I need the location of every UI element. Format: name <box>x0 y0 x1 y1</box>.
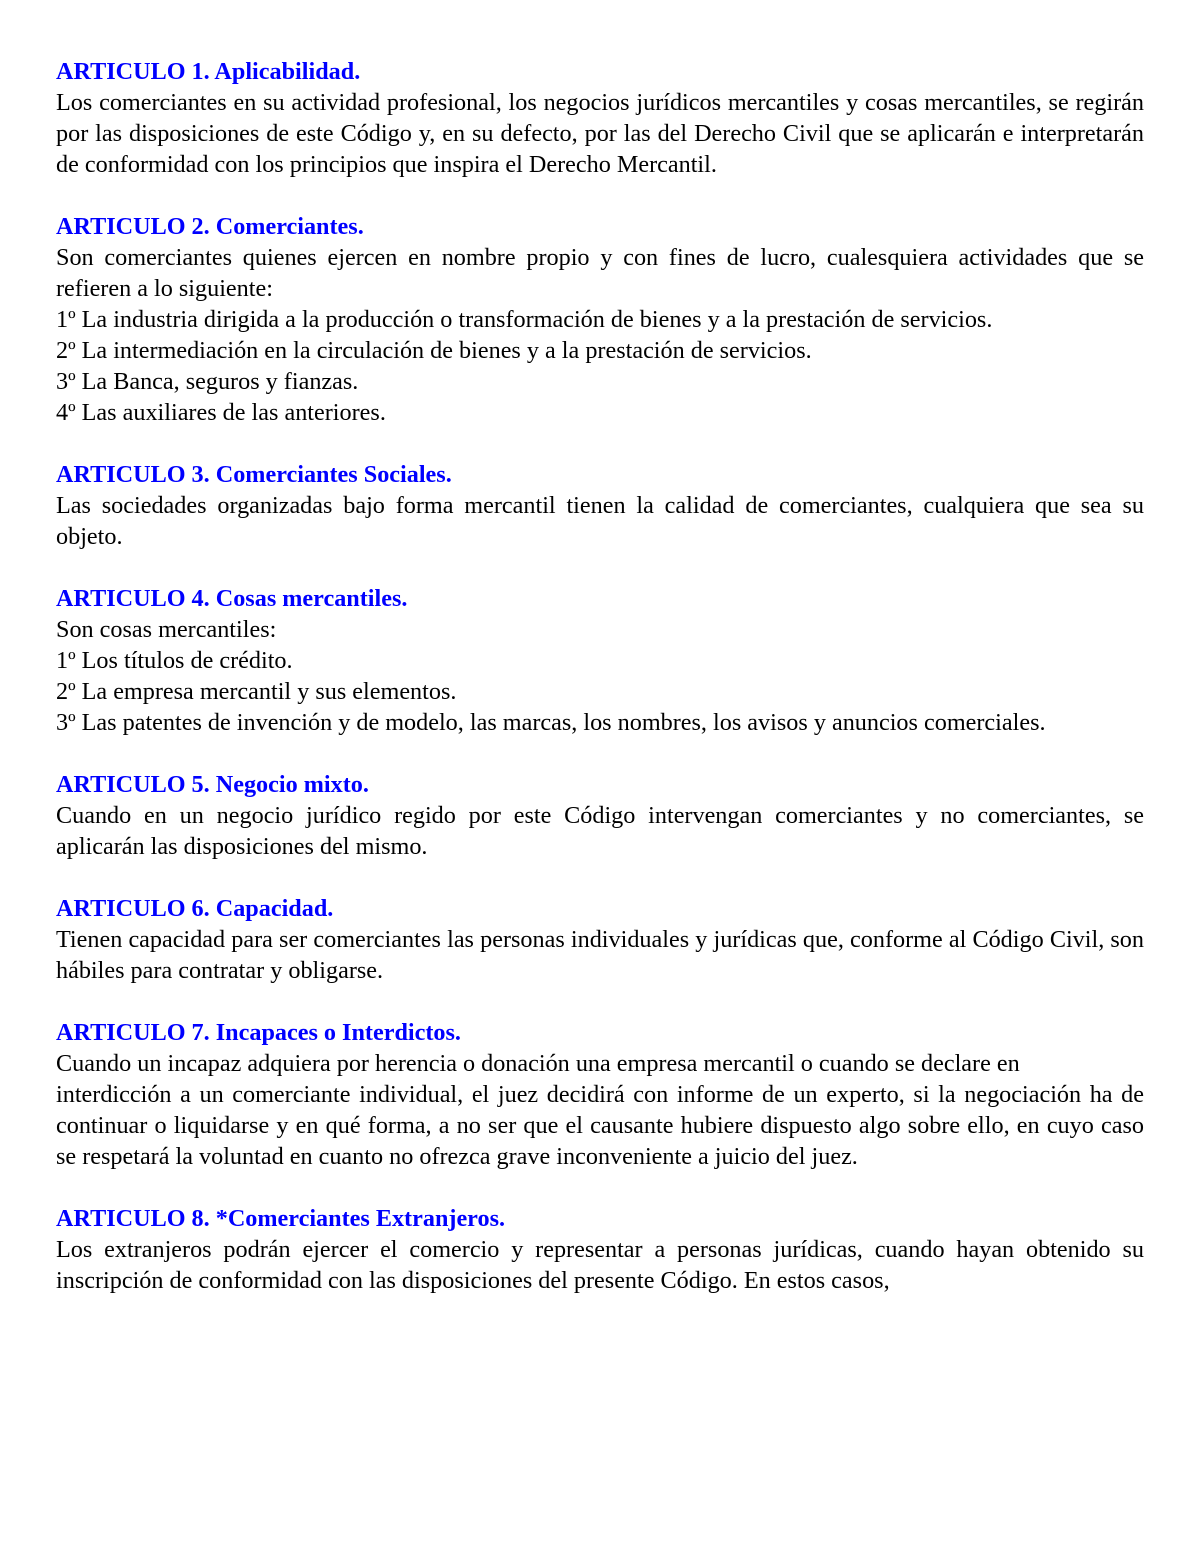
article-6 <box>56 893 1144 986</box>
article-heading: ARTICULO 7. Incapaces o Interdictos. <box>56 1019 461 1046</box>
article-3 <box>56 459 1144 552</box>
list-item: 3º La Banca, seguros y fianzas. <box>56 368 359 395</box>
article-1 <box>56 56 1144 180</box>
article-paragraph: Son comerciantes quienes ejercen en nombre propio y con fines de lucro, cualesquiera actividades que se refieren a lo siguiente: <box>56 244 1144 302</box>
list-item: 1º La industria dirigida a la producción o transformación de bienes y a la prestación de servicios. <box>56 306 993 333</box>
article-8 <box>56 1203 1144 1296</box>
article-heading: ARTICULO 3. Comerciantes Sociales. <box>56 461 452 488</box>
article-heading: ARTICULO 6. Capacidad. <box>56 895 334 922</box>
list-item: 2º La intermediación en la circulación de bienes y a la prestación de servicios. <box>56 337 812 364</box>
article-heading: ARTICULO 4. Cosas mercantiles. <box>56 585 408 612</box>
article-7 <box>56 1017 1144 1172</box>
list-item: 3º Las patentes de invención y de modelo, las marcas, los nombres, los avisos y anuncios comerciales. <box>56 709 1046 736</box>
article-4 <box>56 583 1144 738</box>
document-page <box>56 56 1144 1327</box>
list-item: 4º Las auxiliares de las anteriores. <box>56 399 386 426</box>
article-paragraph: Las sociedades organizadas bajo forma mercantil tienen la calidad de comerciantes, cualquiera que sea su objeto. <box>56 492 1144 550</box>
article-2 <box>56 211 1144 428</box>
article-heading: ARTICULO 8. *Comerciantes Extranjeros. <box>56 1205 506 1232</box>
article-paragraph: Son cosas mercantiles: <box>56 616 277 643</box>
list-item: 2º La empresa mercantil y sus elementos. <box>56 678 457 705</box>
article-paragraph: interdicción a un comerciante individual, el juez decidirá con informe de un experto, si la negociación ha de continuar o liquidarse y en qué forma, a no ser que el causante hubiere dispuesto algo sobre ello, en cuyo caso se respetará la voluntad en cuanto no ofrezca grave inconveniente a juicio del juez. <box>56 1081 1144 1170</box>
article-paragraph: Cuando en un negocio jurídico regido por este Código intervengan comerciantes y no comerciantes, se aplicarán las disposiciones del mismo. <box>56 802 1144 860</box>
list-item: 1º Los títulos de crédito. <box>56 647 293 674</box>
article-paragraph: Los comerciantes en su actividad profesional, los negocios jurídicos mercantiles y cosas mercantiles, se regirán por las disposiciones de este Código y, en su defecto, por las del Derecho Civil que se aplicarán e interpretarán de conformidad con los principios que inspira el Derecho Mercantil. <box>56 89 1144 178</box>
article-paragraph: Los extranjeros podrán ejercer el comercio y representar a personas jurídicas, cuando hayan obtenido su inscripción de conformidad con las disposiciones del presente Código. En estos casos, <box>56 1236 1144 1294</box>
article-heading: ARTICULO 2. Comerciantes. <box>56 213 364 240</box>
article-5 <box>56 769 1144 862</box>
article-heading: ARTICULO 5. Negocio mixto. <box>56 771 369 798</box>
article-paragraph: Tienen capacidad para ser comerciantes las personas individuales y jurídicas que, conforme al Código Civil, son hábiles para contratar y obligarse. <box>56 926 1144 984</box>
article-heading: ARTICULO 1. Aplicabilidad. <box>56 58 361 85</box>
article-paragraph: Cuando un incapaz adquiera por herencia o donación una empresa mercantil o cuando se declare en <box>56 1050 1020 1077</box>
